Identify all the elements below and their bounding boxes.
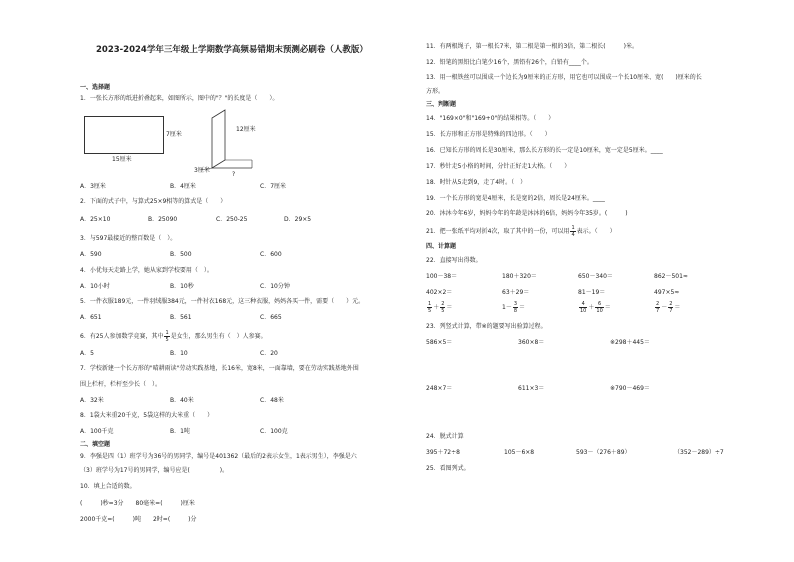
label-3cm: 3厘米 bbox=[194, 167, 210, 174]
q5-options bbox=[80, 314, 282, 322]
section-calc: 四、计算题 bbox=[426, 243, 457, 250]
q7-options bbox=[80, 397, 284, 405]
section-judge: 三、判断题 bbox=[426, 101, 457, 108]
q5-option-c[interactable]: C．665 bbox=[260, 314, 282, 321]
question-13-line1: 13．用一根铁丝可以围成一个边长为9厘米的正方形，用它也可以围成一个长10厘米、宽( )厘米的长 bbox=[426, 74, 702, 81]
q22-fraction-item-4 bbox=[654, 301, 680, 314]
q22-row3 bbox=[426, 301, 680, 314]
q23-item: 360×8＝ bbox=[518, 339, 545, 346]
q7-option-b[interactable]: B．40米 bbox=[170, 397, 194, 404]
q3-option-b[interactable]: B．500 bbox=[170, 251, 192, 258]
question-4: 4．小优每天走路上学，她从家到学校要用（ ）。 bbox=[80, 267, 213, 274]
q22-item: 100－38＝ bbox=[426, 273, 458, 280]
q22-item: 497×5≈ bbox=[654, 289, 680, 296]
numerator: 6 bbox=[595, 301, 603, 308]
q23-row1 bbox=[426, 339, 650, 347]
q6-text-a: 6．有25人参加数学竞赛，其中 bbox=[80, 333, 164, 340]
q3-option-c[interactable]: C．600 bbox=[260, 251, 282, 258]
fraction bbox=[668, 301, 673, 314]
numerator: 2 bbox=[656, 301, 660, 307]
q4-option-c[interactable]: C．10分钟 bbox=[260, 283, 290, 290]
equals: ＝ bbox=[604, 304, 611, 311]
numerator: 2 bbox=[441, 301, 445, 307]
label-question-mark: ? bbox=[232, 171, 236, 178]
question-9-line1: 9．李强是四（1）班学号为36号的男同学，编号是401362（最后的2表示女生，1表示男生），李强是六 bbox=[80, 453, 357, 460]
q3-options bbox=[80, 251, 282, 259]
question-23: 23．列竖式计算，带※的题要写出验算过程。 bbox=[426, 323, 547, 330]
q6-option-b[interactable]: B．10 bbox=[170, 350, 188, 357]
equals: ＝ bbox=[674, 304, 681, 311]
q2-option-d[interactable]: D．29×5 bbox=[284, 216, 312, 223]
denominator: 5 bbox=[441, 308, 445, 314]
q22-item: 862－501≈ bbox=[654, 273, 688, 280]
q2-option-b[interactable]: B．25090 bbox=[148, 216, 178, 223]
question-7-line2: 围上栏杆，栏杆至少长（ ）。 bbox=[80, 381, 162, 388]
question-20: 20．沐沐今年6岁，妈妈今年的年龄是沐沐的6倍，妈妈今年35岁。( ) bbox=[426, 210, 628, 217]
question-15: 15．长方形和正方形是特殊的四边形。（ ） bbox=[426, 131, 551, 138]
q3-option-a[interactable]: A．590 bbox=[80, 251, 102, 258]
q4-option-a[interactable]: A．10小时 bbox=[80, 283, 110, 290]
q8-options bbox=[80, 428, 288, 436]
q1-options bbox=[80, 183, 286, 191]
q22-item: 402×2＝ bbox=[426, 289, 453, 296]
prefix: 1－ bbox=[502, 304, 512, 311]
q4-options bbox=[80, 283, 290, 291]
question-16: 16．已知长方形的周长是30厘米，那么长方形的长一定是10厘米，宽一定是5厘米。____ bbox=[426, 147, 663, 154]
question-1: 1．一张长方形的纸进折叠起来，如图所示，图中的"？"的长度是（ ）。 bbox=[80, 95, 279, 102]
question-22: 22．直接写出得数。 bbox=[426, 257, 482, 264]
equals: ＝ bbox=[519, 304, 526, 311]
operator: ＋ bbox=[433, 304, 440, 311]
section-choice: 一、选择题 bbox=[80, 84, 111, 91]
fold-figure bbox=[80, 108, 280, 178]
question-10-row2: 2000千克=( )吨 2时=( )分 bbox=[80, 516, 197, 523]
question-21 bbox=[426, 225, 616, 238]
q6-text-b: 是女生，那么男生有（ ）人参赛。 bbox=[170, 333, 267, 340]
q22-fraction-item-2 bbox=[502, 301, 578, 314]
q6-option-a[interactable]: A．5 bbox=[80, 350, 94, 357]
q22-fraction-item-3 bbox=[578, 301, 654, 314]
q6-option-c[interactable]: C．20 bbox=[260, 350, 278, 357]
fraction bbox=[513, 301, 518, 314]
q23-item: ※298＋445＝ bbox=[610, 339, 650, 346]
q7-option-a[interactable]: A．32米 bbox=[80, 397, 104, 404]
numerator: 2 bbox=[669, 301, 673, 307]
question-18: 18．时针从5走到9，走了4时。（ ） bbox=[426, 179, 527, 186]
page-title: 2023-2024学年三年级上学期数学高频易错期末预测必刷卷（人教版） bbox=[96, 45, 368, 55]
label-7cm: 7厘米 bbox=[166, 131, 182, 138]
q23-item: 586×5＝ bbox=[426, 339, 453, 346]
q1-option-c[interactable]: C．7厘米 bbox=[260, 183, 287, 190]
question-10: 10．填上合适的数。 bbox=[80, 483, 136, 490]
denominator: 7 bbox=[669, 308, 673, 314]
fraction bbox=[655, 301, 660, 314]
denominator: 7 bbox=[656, 308, 660, 314]
q21-text-b: 表示。（ ） bbox=[576, 228, 616, 235]
fraction bbox=[440, 301, 445, 314]
fraction bbox=[595, 301, 603, 314]
operator: － bbox=[661, 304, 668, 311]
q6-options bbox=[80, 350, 278, 358]
section-fill: 二、填空题 bbox=[80, 441, 111, 448]
q24-item: 105－6×8 bbox=[504, 449, 535, 456]
numerator: 1 bbox=[428, 301, 432, 307]
q8-option-c[interactable]: C．100克 bbox=[260, 428, 288, 435]
question-5: 5．一件衣服189元，一件羽绒服384元，一件衬衣168元，这三种衣服，妈妈各买一件，需要（ ）元。 bbox=[80, 298, 365, 305]
question-24: 24．脱式计算 bbox=[426, 433, 464, 440]
q22-item: 63＋29＝ bbox=[502, 289, 530, 296]
question-10-row1: ( )秒=3分 80毫米=( )厘米 bbox=[80, 500, 195, 507]
q1-option-a[interactable]: A．3厘米 bbox=[80, 183, 106, 190]
q8-option-b[interactable]: B．1吨 bbox=[170, 428, 190, 435]
question-19: 19．一个长方形的宽是4厘米，长是宽的2倍，周长是24厘米。____ bbox=[426, 195, 605, 202]
q24-item: 593－（276＋89） bbox=[576, 449, 631, 456]
q22-item: 650－340＝ bbox=[578, 273, 613, 280]
question-6 bbox=[80, 330, 267, 343]
q8-option-a[interactable]: A．100千克 bbox=[80, 428, 114, 435]
q21-text-a: 21．把一张纸平均对折4次，取了其中的一份，可以用 bbox=[426, 228, 570, 235]
fraction bbox=[427, 301, 432, 314]
denominator: 10 bbox=[596, 308, 603, 314]
q7-option-c[interactable]: C．48米 bbox=[260, 397, 284, 404]
q22-fraction-item-1 bbox=[426, 301, 502, 314]
denominator: 8 bbox=[513, 308, 518, 314]
q4-option-b[interactable]: B．10秒 bbox=[170, 283, 194, 290]
denominator: 5 bbox=[428, 308, 432, 314]
q6-fraction-numerator: 1 bbox=[165, 330, 169, 336]
q22-item: 81－19＝ bbox=[578, 289, 606, 296]
question-2: 2．下面的式子中，与算式25×9相等的算式是（ ） bbox=[80, 198, 227, 205]
question-7-line1: 7．学校新建一个长方形的"晴耕雨读"劳动实践基地，长16米，宽8米，一面靠墙，要在劳动实践基地外围 bbox=[80, 365, 359, 372]
q5-option-a[interactable]: A．651 bbox=[80, 314, 102, 321]
q6-fraction bbox=[164, 330, 169, 343]
q22-item: 180＋320＝ bbox=[502, 273, 537, 280]
q23-item: 248×7＝ bbox=[426, 385, 453, 392]
question-11: 11．有两根绳子，第一根长7米，第二根是第一根的3倍，第二根长( )米。 bbox=[426, 43, 638, 50]
q2-option-c[interactable]: C．250-25 bbox=[216, 216, 248, 223]
q1-option-b[interactable]: B．4厘米 bbox=[170, 183, 196, 190]
q21-fraction-numerator: 1 bbox=[571, 225, 575, 231]
q2-option-a[interactable]: A．25×10 bbox=[80, 216, 111, 223]
question-8: 8．1袋大米重20千克，5袋这样的大米重（ ） bbox=[80, 412, 214, 419]
label-12cm: 12厘米 bbox=[236, 126, 256, 133]
q24-item: （352－289）÷7 bbox=[674, 449, 724, 456]
operator: ＋ bbox=[588, 304, 595, 311]
question-3: 3．与597最接近的整百数是（ ）。 bbox=[80, 235, 177, 242]
label-15cm: 15厘米 bbox=[112, 156, 132, 163]
q23-row2 bbox=[426, 385, 650, 393]
numerator: 4 bbox=[579, 301, 587, 308]
q24-item: 395＋72÷8 bbox=[426, 449, 460, 456]
q2-options bbox=[80, 216, 311, 224]
question-9-line2: （3）班学号为17号的男同学，编号应是( )。 bbox=[80, 467, 229, 474]
q23-item: 611×3＝ bbox=[518, 385, 545, 392]
q24-row bbox=[426, 449, 724, 457]
paper-rectangle bbox=[84, 116, 164, 154]
question-14: 14．"169×0"和"169+0"的结果相等。（ ） bbox=[426, 115, 555, 122]
q21-fraction bbox=[570, 225, 575, 238]
q6-fraction-denominator: 5 bbox=[165, 337, 169, 343]
q22-row1 bbox=[426, 273, 688, 281]
numerator: 3 bbox=[513, 301, 518, 307]
question-25: 25．看图列式。 bbox=[426, 465, 470, 472]
fraction bbox=[579, 301, 587, 314]
q21-fraction-denominator: 4 bbox=[571, 232, 575, 238]
q22-row2 bbox=[426, 289, 679, 297]
question-17: 17．秒针走5小格的时间，分针正好走1大格。（ ） bbox=[426, 163, 571, 170]
equals: ＝ bbox=[446, 304, 453, 311]
question-13-line2: 方形。 bbox=[426, 88, 445, 95]
question-12: 12．铅笔的黑铅比白笔少16个，黑铅有26个，白铅有____个。 bbox=[426, 59, 593, 66]
q5-option-b[interactable]: B．561 bbox=[170, 314, 192, 321]
denominator: 10 bbox=[580, 308, 587, 314]
q23-item: ※790－469＝ bbox=[610, 385, 650, 392]
